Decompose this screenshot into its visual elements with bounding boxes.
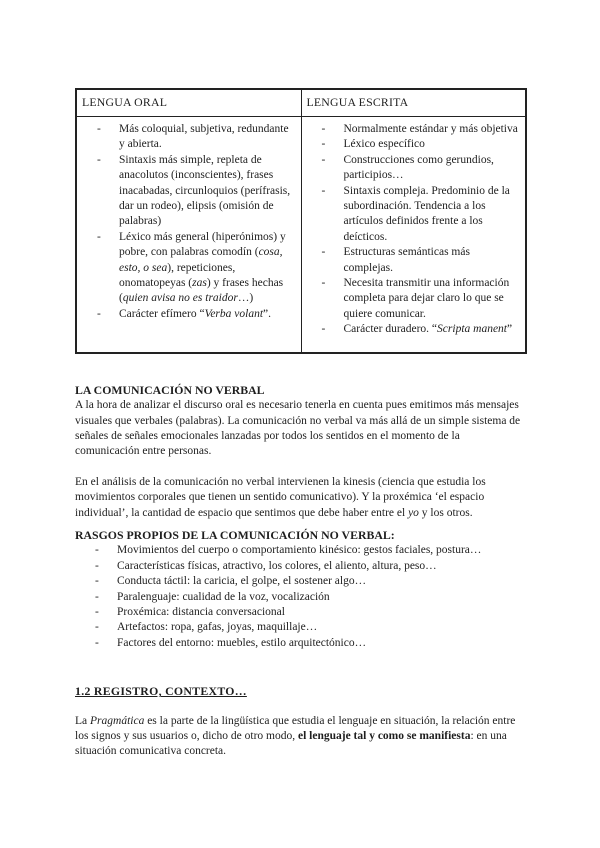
text-segment: es la parte de la lingüística que estudia el lenguaje en situación, la relación entre los signos y sus usuarios o, dicho de otro modo, (75, 714, 516, 742)
list-item (302, 184, 526, 246)
list-item-text (117, 590, 527, 605)
text-segment: Necesita transmitir una información completa para dejar claro lo que se quiere comunicar. (343, 277, 510, 320)
table-header-lengua-oral: LENGUA ORAL (76, 89, 301, 117)
text-segment: y los otros. (418, 506, 473, 519)
paragraph-pragmatica (75, 714, 527, 760)
bullet-dash: - (95, 559, 99, 572)
text-segment: Léxico más general (hiperónimos) y pobre, con palabras comodín ( (119, 230, 286, 259)
list-item-text (117, 605, 527, 620)
list-item (77, 230, 301, 307)
text-segment: Estructuras semánticas más complejas. (343, 246, 470, 274)
bullet-dash: - (95, 544, 99, 557)
list-item (302, 245, 526, 276)
text-segment: Normalmente estándar y más objetiva (343, 123, 518, 135)
list-item (75, 559, 527, 574)
list-item-text (119, 122, 301, 153)
bullet-dash: - (95, 636, 99, 649)
text-segment: Verba volant (204, 307, 264, 320)
text-segment: Artefactos: ropa, gafas, joyas, maquillaje… (117, 621, 318, 634)
bullet-dash: - (321, 246, 326, 259)
list-item-text (119, 307, 301, 322)
text-segment: ” (507, 323, 513, 336)
lengua-oral-list (77, 122, 301, 322)
list-item-text (117, 620, 527, 635)
heading-registro-contexto: 1.2 REGISTRO, CONTEXTO… (75, 684, 247, 699)
list-item (75, 574, 527, 589)
text-segment: Léxico específico (343, 138, 425, 151)
list-item (75, 543, 527, 558)
text-segment: La (75, 714, 91, 727)
list-item-text (117, 574, 527, 589)
bullet-dash: - (95, 621, 99, 634)
list-item-text (344, 122, 526, 137)
list-item (77, 153, 301, 230)
list-item-text (344, 322, 526, 337)
text-segment: Características físicas, atractivo, los colores, el aliento, altura, peso… (117, 559, 437, 572)
text-segment: : en una situación comunicativa concreta. (75, 730, 507, 758)
text-segment: el lenguaje tal y como se manifiesta (297, 730, 471, 742)
heading-rasgos-propios: RASGOS PROPIOS DE LA COMUNICACIÓN NO VERBAL: (75, 527, 395, 542)
list-item-text (119, 153, 301, 230)
bullet-dash: - (97, 230, 101, 243)
paragraph-noverbal-1 (75, 398, 527, 460)
list-item-text (344, 137, 526, 152)
text-segment: En el análisis de la comunicación no verbal intervienen la kinesis (ciencia que estudia los movimientos corporales que tienen un sentido comunicativo). Y la proxémica ‘el espacio individual’, la cantidad de espacio que sentimos que debe haber entre el (75, 475, 486, 519)
list-item (75, 590, 527, 605)
text-segment: Paralenguaje: cualidad de la voz, vocalización (117, 590, 330, 603)
list-item (302, 276, 526, 322)
bullet-dash: - (321, 323, 326, 336)
text-segment: ), repeticiones, onomatopeyas ( (119, 261, 236, 290)
text-segment: quien avisa no es traidor (122, 292, 238, 305)
text-segment: Sintaxis más simple, repleta de anacolutos (inconscientes), frases inacabadas, circunloquios (perífrasis, dar un rodeo), elipsis (omisión de palabras) (119, 153, 291, 228)
list-item (75, 605, 527, 620)
bullet-dash: - (321, 123, 326, 135)
bullet-dash: - (95, 575, 99, 588)
bullet-dash: - (321, 277, 326, 290)
list-item-text (344, 276, 526, 322)
text-segment: Sintaxis compleja. Predominio de la subordinación. Tendencia a los artículos definidos frente a los deícticos. (343, 184, 510, 243)
table-header-lengua-escrita: LENGUA ESCRITA (301, 89, 526, 117)
text-segment: yo (408, 506, 419, 519)
list-item-text (117, 636, 527, 651)
list-item-text (344, 153, 526, 184)
list-item (302, 122, 526, 137)
lengua-comparison-table (75, 88, 527, 354)
list-item-text (117, 543, 527, 558)
text-segment: Scripta manent (437, 323, 507, 336)
text-segment: Más coloquial, subjetiva, redundante y abierta. (119, 123, 289, 151)
rasgos-list (75, 543, 527, 651)
text-segment: Factores del entorno: muebles, estilo arquitectónico… (117, 636, 367, 649)
list-item (77, 307, 301, 322)
bullet-dash: - (321, 153, 326, 166)
text-segment: Pragmática (90, 714, 145, 727)
bullet-dash: - (97, 153, 101, 166)
list-item (302, 137, 526, 152)
lengua-escrita-list (302, 122, 526, 338)
bullet-dash: - (321, 138, 326, 151)
bullet-dash: - (95, 590, 99, 603)
text-segment: Carácter efímero “ (119, 307, 205, 320)
table-body-row (76, 117, 526, 353)
text-segment: A la hora de analizar el discurso oral es necesario tenerla en cuenta pues emitimos más mensajes visuales que verbales (palabras). La comunicación no verbal va más allá de un simple sistema de señales de señales emocionales lanzadas por todos los sentidos en el momento de la comunicación entre personas. (75, 399, 521, 458)
text-segment: cosa, esto, o sea (119, 246, 283, 274)
list-item-text (117, 559, 527, 574)
list-item (75, 620, 527, 635)
bullet-dash: - (97, 123, 101, 135)
text-segment: …) (237, 292, 254, 305)
text-segment: ”. (263, 307, 271, 320)
text-segment: zas (192, 277, 207, 290)
list-item (302, 322, 526, 337)
list-item-text (119, 230, 301, 307)
list-item (302, 153, 526, 184)
text-segment: Movimientos del cuerpo o comportamiento kinésico: gestos faciales, postura… (117, 544, 482, 557)
table-header-row (76, 89, 526, 117)
text-segment: ) y frases hechas ( (119, 277, 284, 305)
bullet-dash: - (97, 307, 101, 320)
heading-comunicacion-no-verbal: LA COMUNICACIÓN NO VERBAL (75, 382, 265, 397)
table-cell-lengua-escrita (301, 117, 526, 353)
text-segment: Carácter duradero. “ (343, 323, 438, 336)
text-segment: Conducta táctil: la caricia, el golpe, el sostener algo… (117, 575, 367, 588)
list-item (75, 636, 527, 651)
table-cell-lengua-oral (76, 117, 301, 353)
paragraph-noverbal-2 (75, 475, 527, 521)
list-item-text (344, 184, 526, 246)
bullet-dash: - (95, 605, 99, 618)
text-segment: Proxémica: distancia conversacional (117, 605, 285, 618)
list-item-text (344, 245, 526, 276)
list-item (77, 122, 301, 153)
bullet-dash: - (321, 184, 326, 197)
text-segment: Construcciones como gerundios, participios… (343, 153, 494, 182)
